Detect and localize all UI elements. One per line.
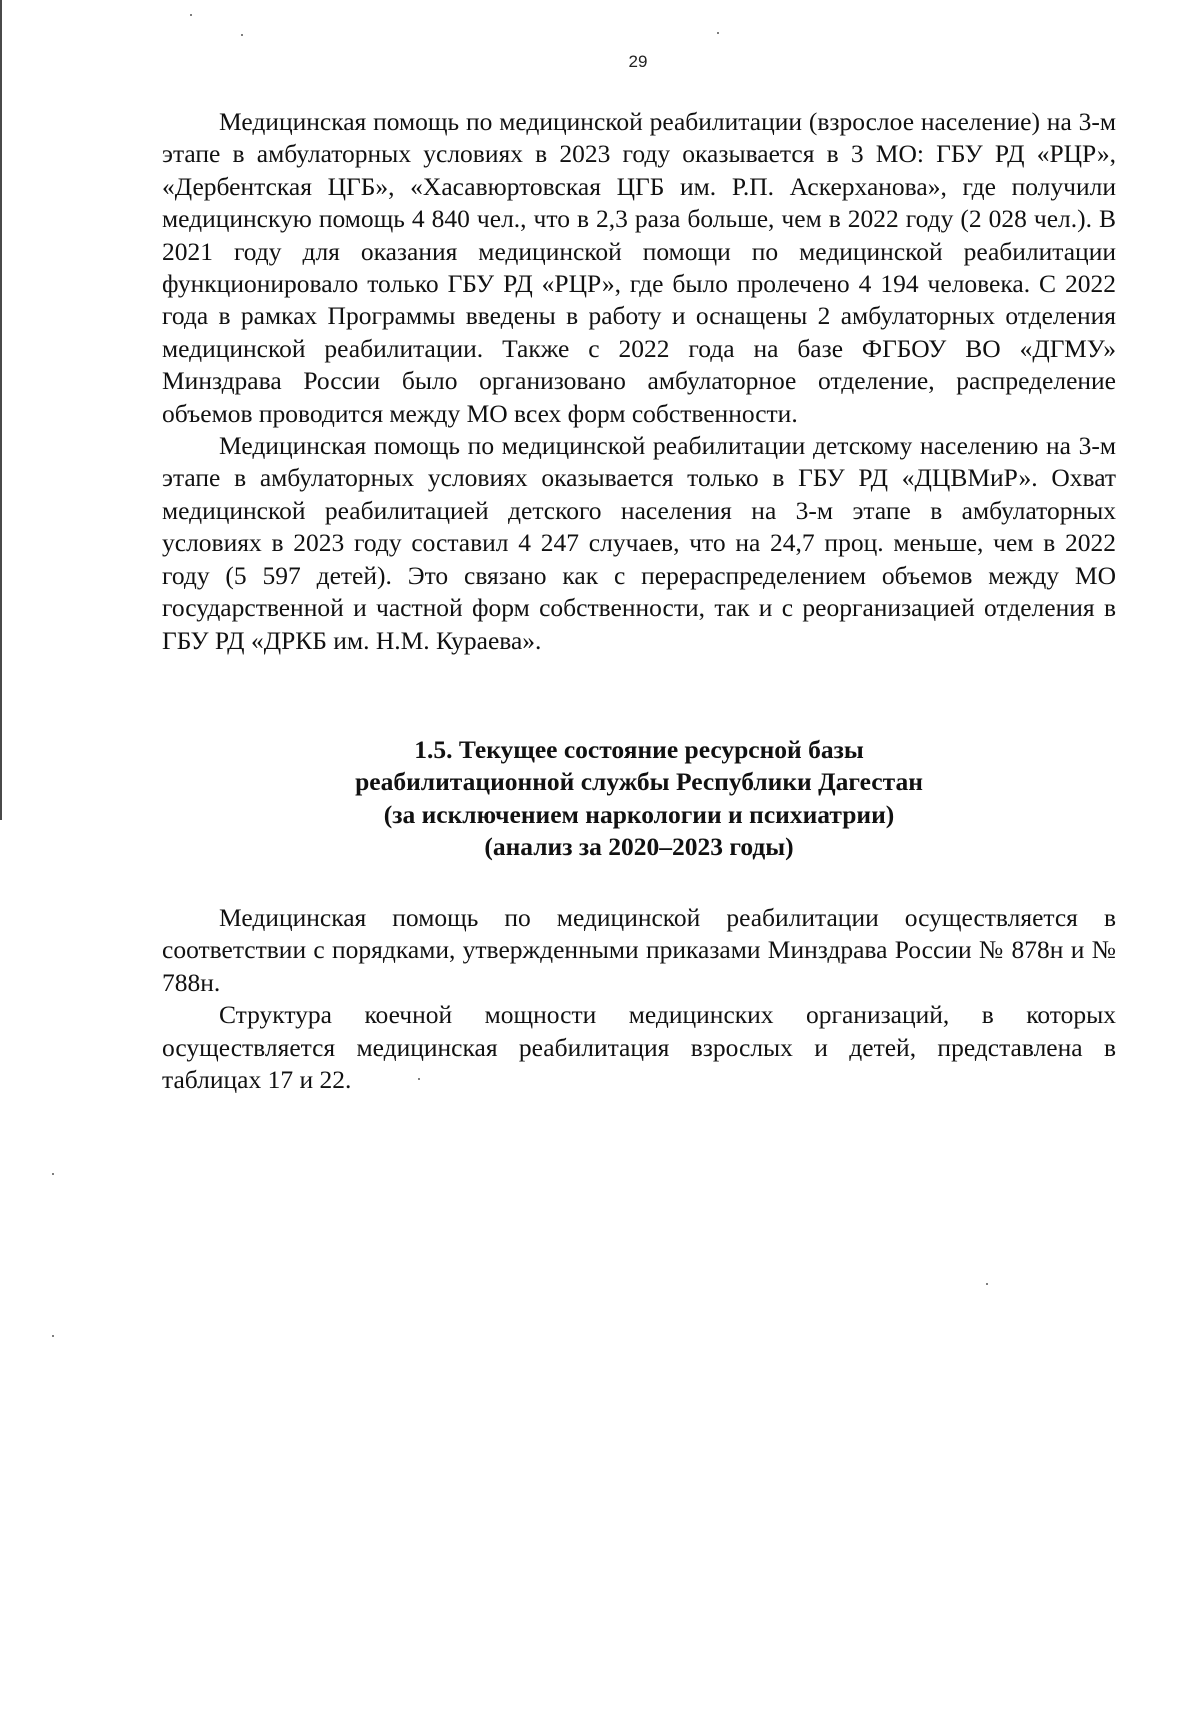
body-text-section-2: [162, 902, 1116, 1096]
heading-line: (анализ за 2020–2023 годы): [484, 832, 794, 862]
scan-speck: [986, 1283, 988, 1285]
scan-speck: [717, 32, 719, 34]
paragraph: Медицинская помощь по медицинской реабилитации (взрослое население) на 3-м этапе в амбулаторных условиях в 2023 году оказывается в 3 МО: ГБУ РД «РЦР», «Дербентская ЦГБ», «Хасавюртовская ЦГБ им. Р.П. Аскерханова», где получили медицинскую помощь 4 840 чел., что в 2,3 раза больше, чем в 2022 году (2 028 чел.). В 2021 году для оказания медицинской помощи по медицинской реабилитации функционировало только ГБУ РД «РЦР», где было пролечено 4 194 человека. С 2022 года в рамках Программы введены в работу и оснащены 2 амбулаторных отделения медицинской реабилитации. Также с 2022 года на базе ФГБОУ ВО «ДГМУ» Минздрава России было организовано амбулаторное отделение, распределение объемов проводится между МО всех форм собственности.: [162, 107, 1116, 428]
heading-line: 1.5. Текущее состояние ресурсной базы: [414, 735, 864, 764]
scan-speck: [190, 14, 192, 16]
paragraph: Структура коечной мощности медицинских организаций, в которых осуществляется медицинская реабилитация взрослых и детей, представлена в таблицах 17 и 22.: [162, 1000, 1116, 1095]
section-heading: [162, 734, 1116, 864]
scan-speck: [52, 1173, 54, 1175]
scan-speck: [52, 1335, 54, 1337]
paragraph: Медицинская помощь по медицинской реабилитации осуществляется в соответствии с порядками, утвержденными приказами Минздрава России № 878н и № 788н.: [162, 903, 1116, 997]
scan-edge-line: [0, 0, 2, 820]
heading-line: (за исключением наркологии и психиатрии): [383, 799, 895, 829]
heading-line: реабилитационной службы Республики Дагестан: [355, 767, 923, 797]
paragraph: Медицинская помощь по медицинской реабилитации детскому населению на 3-м этапе в амбулаторных условиях оказывается только в ГБУ РД «ДЦВМиР». Охват медицинской реабилитацией детского населения на 3-м этапе в амбулаторных условиях в 2023 году составил 4 247 случаев, что на 24,7 проц. меньше, чем в 2022 году (5 597 детей). Это связано как с перераспределением объемов между МО государственной и частной форм собственности, так и с реорганизацией отделения в ГБУ РД «ДРКБ им. Н.М. Кураева».: [162, 431, 1116, 655]
body-text-section-1: [162, 106, 1116, 657]
scan-speck: [241, 34, 243, 36]
page-number: 29: [628, 52, 648, 71]
